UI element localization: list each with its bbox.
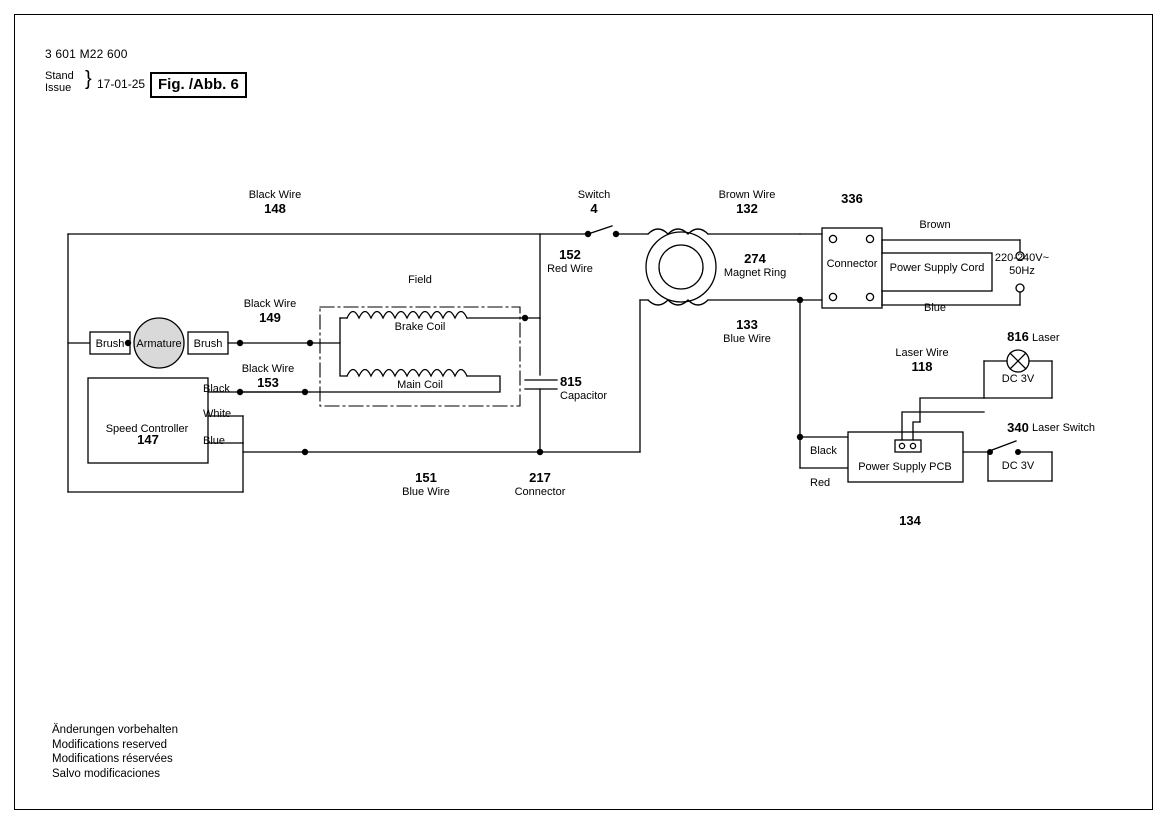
label-blue-wire-151: 151 Blue Wire <box>402 470 450 498</box>
label-118-num: 118 <box>911 359 933 374</box>
label-blue-terminal: Blue <box>923 302 947 314</box>
issue-label: Issue <box>45 82 72 94</box>
label-152-num: 152 <box>559 247 581 262</box>
document-code: 3 601 M22 600 <box>45 47 128 61</box>
power-cord-label: Power Supply Cord <box>889 262 985 274</box>
footer-line-en: Modifications reserved <box>52 738 168 751</box>
label-815-num: 815 <box>560 374 582 389</box>
footer-line-es: Salvo modificaciones <box>52 767 161 780</box>
laser-switch-dc-label: DC 3V <box>1001 460 1035 472</box>
label-132-num: 132 <box>736 201 758 216</box>
label-brown-wire-132: Brown Wire 132 <box>718 189 776 216</box>
label-laser-name: Laser <box>1032 332 1060 344</box>
label-black-wire-153: Black Wire 153 <box>241 363 295 390</box>
label-pcb-134-num: 134 <box>899 513 921 528</box>
label-switch-num: 4 <box>590 201 598 216</box>
label-151-num: 151 <box>415 470 437 485</box>
brake-coil-label: Brake Coil <box>394 321 446 333</box>
label-blue-wire-133: 133 Blue Wire <box>723 317 771 345</box>
brush-right-label: Brush <box>193 338 223 350</box>
footer-line-de: Änderungen vorbehalten <box>52 724 178 736</box>
label-connector-217: 217 Connector <box>514 470 566 498</box>
label-black-wire-149: Black Wire 149 <box>243 298 297 325</box>
label-laser-wire-118: Laser Wire 118 <box>895 347 949 374</box>
laser-dc-label: DC 3V <box>1001 373 1035 385</box>
footer-line-fr: Modifications réservées <box>52 753 173 765</box>
label-laser-switch-340-num: 340 <box>1007 420 1029 435</box>
label-149-num: 149 <box>259 310 281 325</box>
label-mains: 220-240V~ 50Hz <box>994 252 1050 277</box>
label-magnet-ring: 274 Magnet Ring <box>723 251 787 279</box>
brush-left-label: Brush <box>95 338 125 350</box>
label-connector-336-num: 336 <box>841 191 863 206</box>
label-laser-switch-name: Laser Switch <box>1032 422 1095 434</box>
label-capacitor: 815 Capacitor <box>560 374 608 402</box>
label-pcb-black: Black <box>810 445 837 457</box>
speed-controller-inner-label: Speed Controller <box>105 423 189 435</box>
label-148-num: 148 <box>264 201 286 216</box>
figure-badge: Fig. /Abb. 6 <box>150 72 247 98</box>
label-sc-blue: Blue <box>203 435 226 447</box>
label-black-wire-148: Black Wire 148 <box>248 189 302 216</box>
label-217-num: 217 <box>529 470 551 485</box>
label-sc-black: Black <box>203 383 230 395</box>
armature-label: Armature <box>136 338 182 350</box>
label-153-num: 153 <box>257 375 279 390</box>
stand-label: Stand <box>45 70 74 82</box>
label-laser-816-num: 816 <box>1007 329 1029 344</box>
brace-glyph: } <box>85 68 92 90</box>
connector-336-inner-label: Connector <box>826 258 878 270</box>
label-speed-controller-num: 147 <box>137 432 159 447</box>
label-brown-terminal: Brown <box>919 219 951 231</box>
pcb-inner-label: Power Supply PCB <box>858 461 952 473</box>
main-coil-label: Main Coil <box>397 379 443 391</box>
issue-date: 17-01-25 <box>97 77 146 91</box>
label-sc-white: White <box>203 408 232 420</box>
label-133-num: 133 <box>736 317 758 332</box>
field-label: Field <box>408 274 432 286</box>
label-switch: Switch 4 <box>577 189 611 216</box>
label-pcb-red: Red <box>810 477 831 489</box>
label-274-num: 274 <box>744 251 766 266</box>
label-red-wire-152: 152 Red Wire <box>547 247 593 275</box>
